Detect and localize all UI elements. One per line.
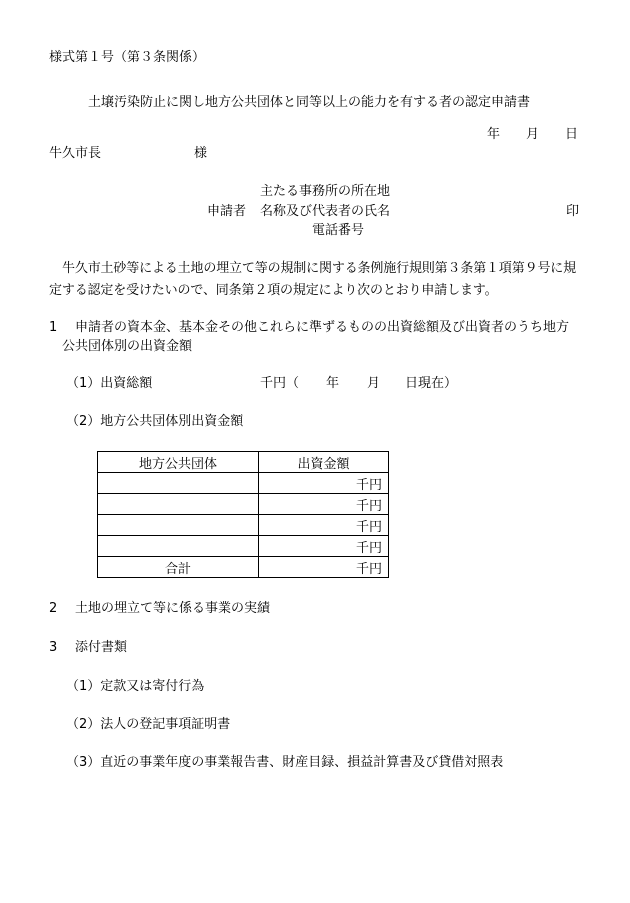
table-cell-amount: 千円 <box>259 515 389 536</box>
date-month-label: 月 <box>526 127 540 142</box>
investment-by-government-label: （2）地方公共団体別出資金額 <box>66 414 244 429</box>
total-investment-label: （1）出資総額 <box>66 376 153 391</box>
table-cell-government <box>98 473 259 494</box>
table-row <box>98 536 389 557</box>
table-cell-government <box>98 494 259 515</box>
seal-mark: 印 <box>566 204 580 219</box>
table-row <box>98 515 389 536</box>
section2-heading: 土地の埋立て等に係る事業の実績 <box>75 601 271 616</box>
total-investment-date-suffix: 日現在） <box>405 376 458 391</box>
form-number: 様式第１号（第３条関係） <box>49 50 206 65</box>
table-total-row <box>98 557 389 578</box>
date-day-label: 日 <box>565 127 579 142</box>
table-row <box>98 494 389 515</box>
table-cell-amount: 千円 <box>259 494 389 515</box>
total-investment-unit: 千円（ <box>260 376 300 391</box>
table-header-row <box>98 452 389 473</box>
total-investment-month: 月 <box>367 376 381 391</box>
applicant-address-label: 主たる事務所の所在地 <box>260 184 391 199</box>
addressee-name: 牛久市長 <box>49 146 102 161</box>
attachment-item: （1）定款又は寄付行為 <box>66 679 205 694</box>
section1-heading-line2: 公共団体別の出資金額 <box>62 339 193 354</box>
date-year-label: 年 <box>487 127 501 142</box>
section3-heading: 添付書類 <box>75 640 128 655</box>
section2-number: 2 <box>49 601 58 616</box>
section3-number: 3 <box>49 640 58 655</box>
applicant-phone-label: 電話番号 <box>312 223 365 238</box>
table-header-amount: 出資金額 <box>259 452 389 473</box>
section1-heading-line1: 申請者の資本金、基本金その他これらに準ずるものの出資総額及び出資者のうち地方 <box>75 320 570 335</box>
total-investment-year: 年 <box>326 376 340 391</box>
applicant-name-label: 名称及び代表者の氏名 <box>260 204 391 219</box>
addressee-honorific: 様 <box>194 146 208 161</box>
table-cell-total-amount: 千円 <box>259 557 389 578</box>
table-row <box>98 473 389 494</box>
table-cell-total-label: 合計 <box>98 557 259 578</box>
table-header-government: 地方公共団体 <box>98 452 259 473</box>
application-statement: 牛久市土砂等による土地の埋立て等の規制に関する条例施行規則第３条第１項第９号に規定する認定を受けたいので、同条第２項の規定により次のとおり申請します。 <box>49 261 577 298</box>
section1-number: 1 <box>49 320 58 335</box>
applicant-label: 申請者 <box>207 204 247 219</box>
table-cell-government <box>98 515 259 536</box>
table-cell-government <box>98 536 259 557</box>
investment-table <box>97 451 389 578</box>
attachment-item: （3）直近の事業年度の事業報告書、財産目録、損益計算書及び貸借対照表 <box>66 755 504 770</box>
attachment-item: （2）法人の登記事項証明書 <box>66 717 231 732</box>
table-cell-amount: 千円 <box>259 536 389 557</box>
table-cell-amount: 千円 <box>259 473 389 494</box>
form-title: 土壌汚染防止に関し地方公共団体と同等以上の能力を有する者の認定申請書 <box>88 95 531 110</box>
